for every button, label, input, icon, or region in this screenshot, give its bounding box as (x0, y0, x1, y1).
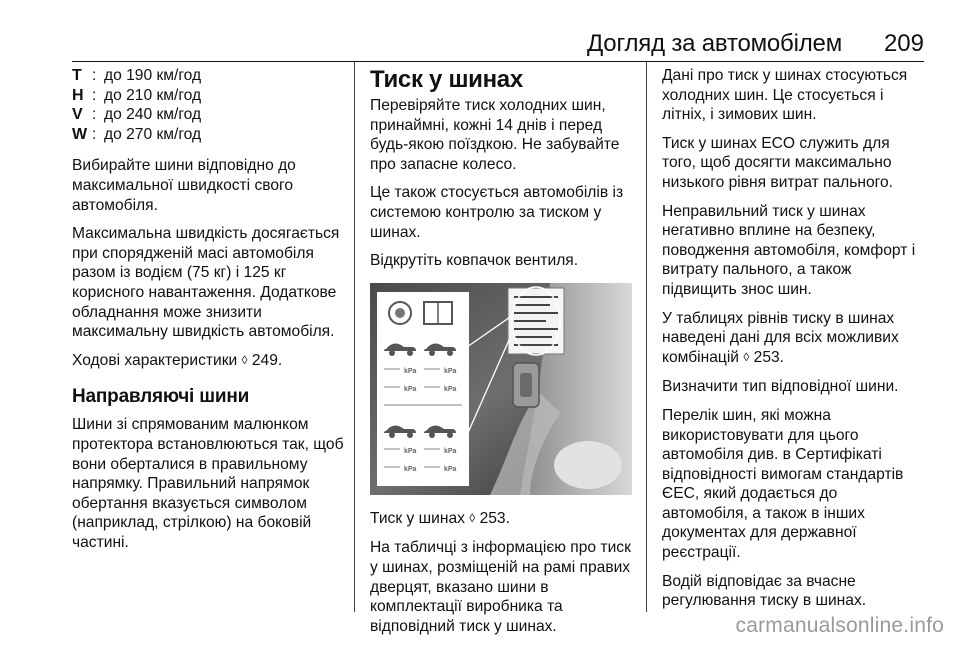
column-3 (662, 66, 924, 620)
page-ref[interactable]: 253. (753, 348, 784, 366)
speed-sep: : (92, 125, 97, 143)
svg-text:kPa: kPa (444, 447, 457, 455)
speed-row-h (72, 86, 344, 106)
paragraph: На табличці з інформацією про тиск у шинах, розміщеній на рамі правих дверцят, вказано шини в комплектації виробника та відповідний тиск у шинах. (370, 539, 631, 635)
column-2 (370, 66, 638, 645)
page-number: 209 (883, 30, 924, 57)
header-rule (72, 61, 924, 62)
page-title: Догляд за автомобілем (586, 30, 842, 57)
cross-reference (72, 351, 344, 372)
speed-value: до 210 км/год (104, 86, 202, 104)
paragraph: Відкрутіть ковпачок вентиля. (370, 252, 579, 270)
tire-pressure-label-figure (370, 283, 632, 495)
paragraph: Водій відповідає за вчасне регулювання тиску в шинах. (662, 572, 867, 610)
page-ref[interactable]: 253. (479, 509, 510, 527)
paragraph: Максимальна швидкість досягається при спорядженій масі автомобіля разом із водієм (75 кг) і 125 кг корисного навантаження. Додаткове обладнання може знизити максимальну швидкість автомобіля. (72, 225, 340, 341)
page-ref-arrow-icon: ◊ (743, 349, 750, 364)
column-divider-1 (354, 62, 355, 612)
svg-text:kPa: kPa (444, 385, 457, 393)
svg-text:kPa: kPa (404, 465, 417, 473)
svg-text:kPa: kPa (404, 367, 417, 375)
reference-text: Ходові характеристики (72, 351, 238, 369)
paragraph: Тиск у шинах ECO служить для того, щоб досягти максимально низького рівня витрат пального. (662, 134, 894, 191)
watermark: carmanualsonline.info (735, 614, 944, 637)
speed-table (72, 66, 344, 144)
speed-row-w (72, 125, 344, 145)
svg-text:kPa: kPa (404, 447, 417, 455)
speed-value: до 190 км/год (104, 67, 202, 84)
page-ref-arrow-icon: ◊ (241, 352, 248, 367)
section-heading: Направляючі шини (72, 386, 250, 408)
paragraph: Дані про тиск у шинах стосуються холодних шин. Це стосується і літніх, і зимових шин. (662, 67, 908, 124)
column-1 (72, 66, 344, 561)
paragraph: Вибирайте шини відповідно до максимальної швидкості свого автомобіля. (72, 157, 296, 214)
reference-text: У таблицях рівнів тиску в шинах наведені дані для всіх можливих комбінацій (662, 309, 899, 366)
svg-text:kPa: kPa (404, 385, 417, 393)
speed-value: до 270 км/год (104, 125, 202, 143)
caption-text: Тиск у шинах (370, 509, 465, 527)
paragraph: Визначити тип відповідної шини. (662, 378, 899, 396)
column-divider-2 (646, 62, 647, 612)
section-title: Тиск у шинах (370, 66, 523, 93)
speed-code: H (72, 86, 84, 104)
page-ref-arrow-icon: ◊ (469, 510, 476, 525)
svg-text:kPa: kPa (444, 367, 457, 375)
speed-sep: : (92, 86, 97, 104)
paragraph: Перевіряйте тиск холодних шин, принаймні, кожні 14 днів і перед будь-якою поїздкою. Не забувайте про запасне колесо. (370, 97, 620, 173)
paragraph: Неправильний тиск у шинах негативно вплине на безпеку, поводження автомобіля, комфорт і витрату пального, а також підвищить знос шин. (662, 202, 916, 298)
speed-code: V (72, 106, 83, 124)
figure-caption (370, 509, 638, 530)
paragraph: Це також стосується автомобілів із системою контролю за тиском у шинах. (370, 184, 624, 241)
speed-row-v (72, 105, 344, 125)
speed-row-t (72, 66, 344, 86)
page-ref[interactable]: 249. (251, 351, 283, 369)
paragraph: Шини зі спрямованим малюнком протектора встановлюються так, щоб вони оберталися в правильному напрямку. Правильний напрямок обертання вказується символом (наприклад, стрілкою) на боковій частині. (72, 416, 344, 551)
speed-sep: : (92, 106, 97, 124)
speed-code: T (72, 67, 82, 84)
cross-reference (662, 309, 924, 369)
speed-sep: : (92, 67, 97, 84)
paragraph: Перелік шин, які можна використовувати для цього автомобіля див. в Сертифікаті відповідності вимогам стандартів ЄЕС, який додається до автомобіля, а також в інших документах для державної реєстрації. (662, 406, 904, 562)
speed-value: до 240 км/год (104, 106, 202, 124)
door-frame-illustration (370, 283, 632, 495)
speed-code: W (72, 125, 88, 143)
svg-text:kPa: kPa (444, 465, 457, 473)
